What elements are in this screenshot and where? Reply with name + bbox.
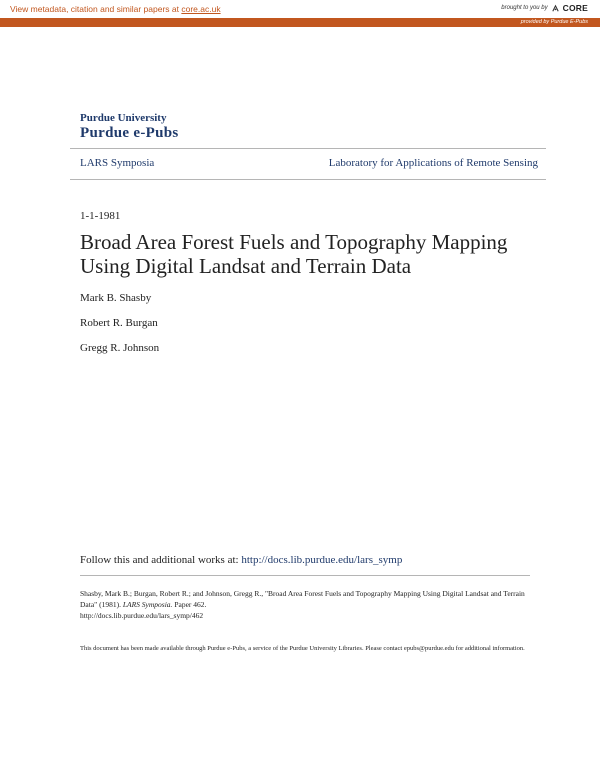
follow-line bbox=[80, 554, 402, 566]
core-metadata-text: View metadata, citation and similar papers at bbox=[10, 4, 182, 14]
lab-link[interactable]: Laboratory for Applications of Remote Sensing bbox=[328, 157, 538, 169]
citation-text: Shasby, Mark B.; Burgan, Robert R.; and Johnson, Gregg R., "Broad Area Forest Fuels and Topography Mapping Using Digital Landsat and Terrain Data" (1981). bbox=[80, 589, 525, 609]
top-divider bbox=[70, 148, 546, 149]
brought-by-text: brought to you by bbox=[501, 5, 548, 11]
institution-header bbox=[80, 112, 179, 142]
availability-notice: This document has been made available through Purdue e-Pubs, a service of the Purdue University Libraries. Please contact epubs@purdue.edu for additional information. bbox=[80, 645, 525, 652]
series-link[interactable]: LARS Symposia bbox=[80, 157, 155, 169]
core-metadata-link[interactable] bbox=[10, 4, 221, 14]
repository-name[interactable]: Purdue e-Pubs bbox=[80, 125, 179, 141]
author-3: Gregg R. Johnson bbox=[80, 342, 160, 354]
university-name: Purdue University bbox=[80, 112, 167, 124]
citation-series: LARS Symposia. bbox=[122, 600, 173, 609]
author-1: Mark B. Shasby bbox=[80, 292, 152, 304]
citation-url[interactable]: http://docs.lib.purdue.edu/lars_symp/462 bbox=[80, 611, 204, 620]
citation-paper: Paper 462. bbox=[172, 600, 207, 609]
footer-divider bbox=[80, 575, 530, 576]
provided-by-strip bbox=[0, 18, 600, 27]
core-logo-icon bbox=[551, 4, 560, 13]
core-metadata-link-text[interactable]: core.ac.uk bbox=[181, 4, 221, 14]
paper-title: Broad Area Forest Fuels and Topography Mapping Using Digital Landsat and Terrain Data bbox=[80, 230, 508, 278]
recommended-citation bbox=[80, 588, 540, 621]
core-banner bbox=[0, 0, 600, 27]
author-2: Robert R. Burgan bbox=[80, 317, 158, 329]
follow-text: Follow this and additional works at: bbox=[80, 554, 242, 566]
provided-by-text[interactable]: provided by Purdue E-Pubs bbox=[520, 19, 588, 25]
publication-date: 1-1-1981 bbox=[80, 210, 121, 222]
follow-link[interactable]: http://docs.lib.purdue.edu/lars_symp bbox=[241, 554, 403, 566]
nav-divider bbox=[70, 179, 546, 180]
core-logo-text: CORE bbox=[562, 3, 588, 13]
core-brought-by[interactable] bbox=[501, 3, 588, 13]
